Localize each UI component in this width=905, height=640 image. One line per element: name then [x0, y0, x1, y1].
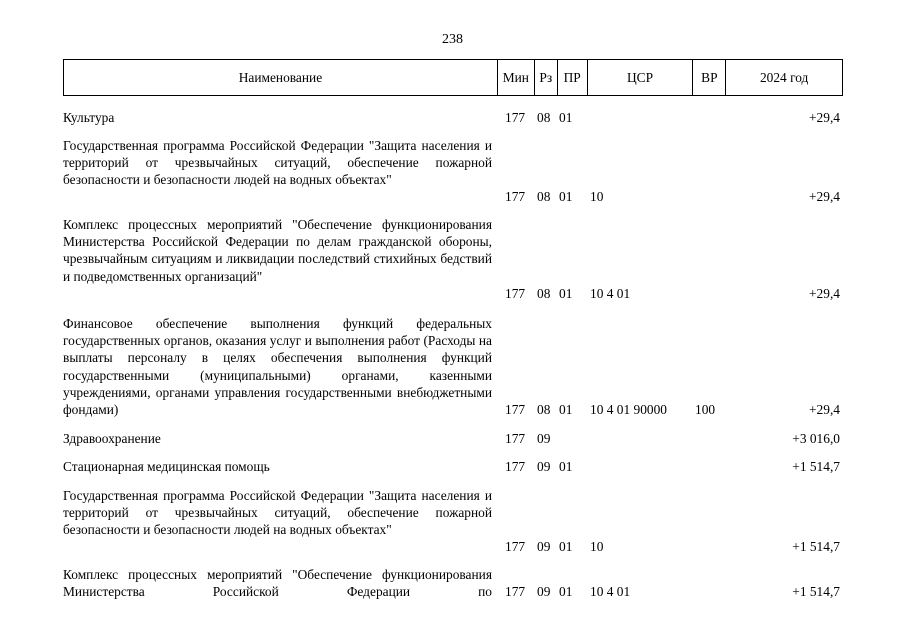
row-rz: 09: [537, 431, 551, 446]
row-min: 177: [505, 286, 526, 301]
row-amount: +1 514,7: [792, 459, 840, 474]
row-name: Здравоохранение: [63, 431, 161, 446]
header-min: Мин: [498, 60, 535, 95]
row-rz: 08: [537, 402, 551, 417]
row-pr: 01: [559, 539, 573, 554]
row-rz: 09: [537, 459, 551, 474]
row-name: Комплекс процессных мероприятий "Обеспечение функционирования Министерства Российской Федерации по: [63, 567, 492, 600]
row-csr: 10 4 01: [590, 286, 631, 301]
row-name: Финансовое обеспечение выполнения функций федеральных государственных органов, оказания услуг и выполнения работ (Расходы на выплаты персоналу в целях обеспечения выполнения функций государственными (муниципальными) органами, казенными учреждениями, органами управления государственными внебюджетными фондами): [63, 316, 492, 418]
table-row: [63, 315, 843, 419]
row-pr: 01: [559, 459, 573, 474]
table-row: [63, 109, 843, 127]
row-pr: 01: [559, 286, 573, 301]
table-row: [63, 566, 843, 602]
row-pr: 01: [559, 402, 573, 417]
table-row: [63, 487, 843, 557]
header-vr: ВР: [693, 60, 726, 95]
row-rz: 08: [537, 189, 551, 204]
row-name: Государственная программа Российской Федерации "Защита населения и территорий от чрезвычайных ситуаций, обеспечение пожарной безопасности и безопасности людей на водных объектах": [63, 138, 492, 188]
row-csr: 10 4 01: [590, 584, 631, 599]
row-name: Стационарная медицинская помощь: [63, 459, 270, 474]
row-amount: +29,4: [809, 189, 840, 204]
row-name: Комплекс процессных мероприятий "Обеспечение функционирования Министерства Российской Федерации по делам гражданской обороны, чрезвычайным ситуациям и ликвидации последствий стихийных бедствий и подведомственных организаций": [63, 217, 492, 284]
row-rz: 09: [537, 539, 551, 554]
row-rz: 08: [537, 110, 551, 125]
row-csr: 10: [590, 539, 604, 554]
header-pr: ПР: [558, 60, 588, 95]
row-pr: 01: [559, 189, 573, 204]
row-min: 177: [505, 431, 526, 446]
row-rz: 08: [537, 286, 551, 301]
row-amount: +29,4: [809, 110, 840, 125]
row-csr: 10: [590, 189, 604, 204]
row-min: 177: [505, 539, 526, 554]
header-rz: Рз: [535, 60, 558, 95]
row-pr: 01: [559, 584, 573, 599]
row-name: Культура: [63, 110, 115, 125]
header-csr: ЦСР: [588, 60, 694, 95]
row-amount: +29,4: [809, 402, 840, 417]
header-year: 2024 год: [759, 69, 809, 85]
row-min: 177: [505, 459, 526, 474]
row-min: 177: [505, 189, 526, 204]
row-amount: +1 514,7: [792, 539, 840, 554]
header-name: Наименование: [64, 60, 498, 95]
table-row: [63, 458, 843, 476]
table-header: [63, 59, 843, 96]
page-number: 238: [442, 32, 463, 47]
table-row: [63, 216, 843, 302]
row-name: Государственная программа Российской Федерации "Защита населения и территорий от чрезвычайных ситуаций, обеспечение пожарной безопасности и безопасности людей на водных объектах": [63, 488, 492, 538]
table-row: [63, 430, 843, 448]
row-amount: +1 514,7: [792, 584, 840, 599]
row-vr: 100: [695, 402, 716, 417]
row-csr: 10 4 01 90000: [590, 402, 667, 417]
row-min: 177: [505, 584, 526, 599]
row-amount: +3 016,0: [792, 431, 840, 446]
row-min: 177: [505, 402, 526, 417]
row-amount: +29,4: [809, 286, 840, 301]
row-min: 177: [505, 110, 526, 125]
table-row: [63, 137, 843, 207]
row-pr: 01: [559, 110, 573, 125]
row-rz: 09: [537, 584, 551, 599]
